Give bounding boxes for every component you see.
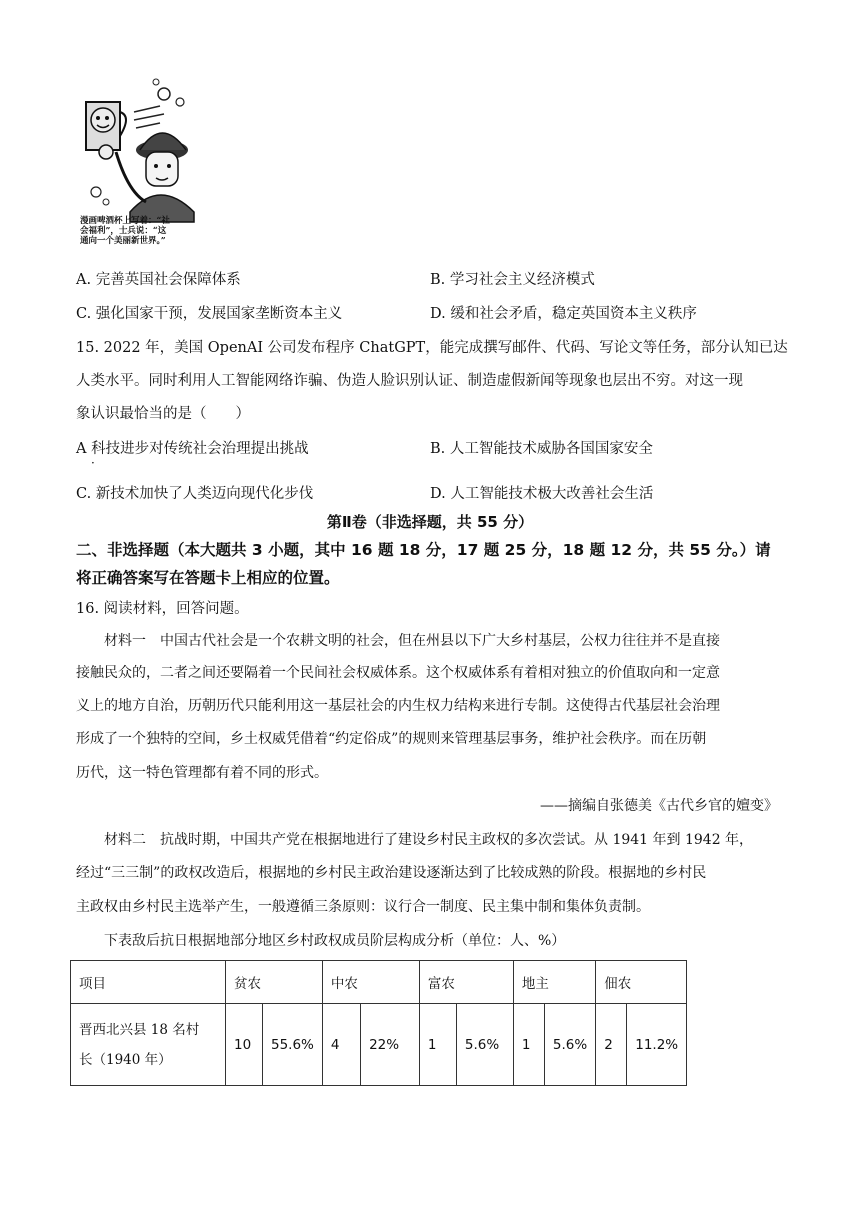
- q14-option-d: D. 缓和社会矛盾，稳定英国资本主义秩序: [430, 306, 697, 322]
- table-row-label: [71, 1004, 226, 1086]
- q15-stem-line-3: 象认识最恰当的是（ ）: [76, 406, 250, 422]
- cartoon-caption: [80, 216, 170, 246]
- material2-line-2: 经过“三三制”的政权改造后，根据地的乡村民主政治建设逐渐达到了比较成熟的阶段。根据地的乡村民: [76, 865, 707, 881]
- part2-instruction-line-1: 二、非选择题（本大题共 3 小题，其中 16 题 18 分，17 题 25 分，18 题 12 分，共 55 分。）请: [76, 541, 771, 559]
- table-cell: 5.6%: [456, 1004, 513, 1086]
- material1-line-3: 义上的地方自治，历朝历代只能利用这一基层社会的内生权力结构来进行专制。这使得古代基层社会治理: [76, 698, 720, 714]
- q15-option-c: C. 新技术加快了人类迈向现代化步伐: [76, 486, 314, 502]
- q14-option-c: C. 强化国家干预，发展国家垄断资本主义: [76, 306, 343, 322]
- table-header-cell: 项目: [71, 961, 226, 1004]
- table-title: 下表敌后抗日根据地部分地区乡村政权成员阶层构成分析（单位：人、%）: [104, 933, 566, 949]
- q14-option-b: B. 学习社会主义经济模式: [430, 272, 595, 288]
- part2-heading: 第Ⅱ卷（非选择题，共 55 分）: [326, 513, 534, 531]
- table-cell: 10: [226, 1004, 263, 1086]
- option-marker-dot: ·: [91, 456, 95, 470]
- material1-line-4: 形成了一个独特的空间，乡土权威凭借着“约定俗成”的规则来管理基层事务，维护社会秩序。而在历朝: [76, 731, 707, 747]
- q15-option-d: D. 人工智能技术极大改善社会生活: [430, 486, 654, 502]
- table-cell: 11.2%: [627, 1004, 687, 1086]
- table-header-cell: 富农: [419, 961, 513, 1004]
- material1-line-5: 历代，这一特色管理都有着不同的形式。: [76, 765, 328, 781]
- q14-option-a: A. 完善英国社会保障体系: [76, 272, 241, 288]
- material1-line-2: 接触民众的，二者之间还要隔着一个民间社会权威体系。这个权威体系有着相对独立的价值取向和一定意: [76, 665, 720, 681]
- q15-option-a: A 科技进步对传统社会治理提出挑战: [76, 441, 309, 457]
- table-header-cell: 地主: [513, 961, 595, 1004]
- table-header-cell: 贫农: [226, 961, 323, 1004]
- cartoon-caption-line: 会福利”，士兵说：“这: [80, 226, 167, 236]
- cartoon-caption-line: 通向一个美丽新世界。”: [80, 236, 166, 246]
- row-label-line: 晋西北兴县 18 名村: [79, 1021, 200, 1038]
- table-cell: 5.6%: [544, 1004, 595, 1086]
- q16-stem: 16. 阅读材料，回答问题。: [76, 601, 249, 617]
- table-row: [71, 1004, 687, 1086]
- q15-stem-line-1: 15. 2022 年，美国 OpenAI 公司发布程序 ChatGPT，能完成撰写邮件、代码、写论文等任务，部分认知已达: [76, 340, 788, 356]
- material2-line-1: 材料二 抗战时期，中国共产党在根据地进行了建设乡村民主政权的多次尝试。从 1941 年到 1942 年，: [104, 832, 754, 848]
- table-header-cell: 中农: [322, 961, 419, 1004]
- material1-source: ——摘编自张德美《古代乡官的嬗变》: [540, 798, 778, 814]
- row-label-line: 长（1940 年）: [79, 1051, 172, 1068]
- cartoon-caption-line: 漫画啤酒杯上写着：“社: [80, 216, 170, 226]
- cartoon-illustration: [76, 72, 196, 252]
- material1-line-1: 材料一 中国古代社会是一个农耕文明的社会，但在州县以下广大乡村基层，公权力往往并不是直接: [104, 633, 720, 649]
- q15-stem-line-2: 人类水平。同时利用人工智能网络诈骗、伪造人脸识别认证、制造虚假新闻等现象也层出不穷。对这一现: [76, 373, 743, 389]
- table-cell: 4: [322, 1004, 360, 1086]
- q15-option-b: B. 人工智能技术威胁各国国家安全: [430, 441, 653, 457]
- table-cell: 22%: [361, 1004, 420, 1086]
- material2-line-3: 主政权由乡村民主选举产生，一般遵循三条原则：议行合一制度、民主集中制和集体负责制。: [76, 899, 650, 915]
- table-header-cell: 佃农: [596, 961, 687, 1004]
- table-cell: 2: [596, 1004, 627, 1086]
- data-table: [70, 960, 687, 1086]
- table-cell: 1: [419, 1004, 456, 1086]
- table-cell: 1: [513, 1004, 544, 1086]
- table-header-row: [71, 961, 687, 1004]
- table-cell: 55.6%: [263, 1004, 323, 1086]
- part2-instruction-line-2: 将正确答案写在答题卡上相应的位置。: [76, 569, 340, 587]
